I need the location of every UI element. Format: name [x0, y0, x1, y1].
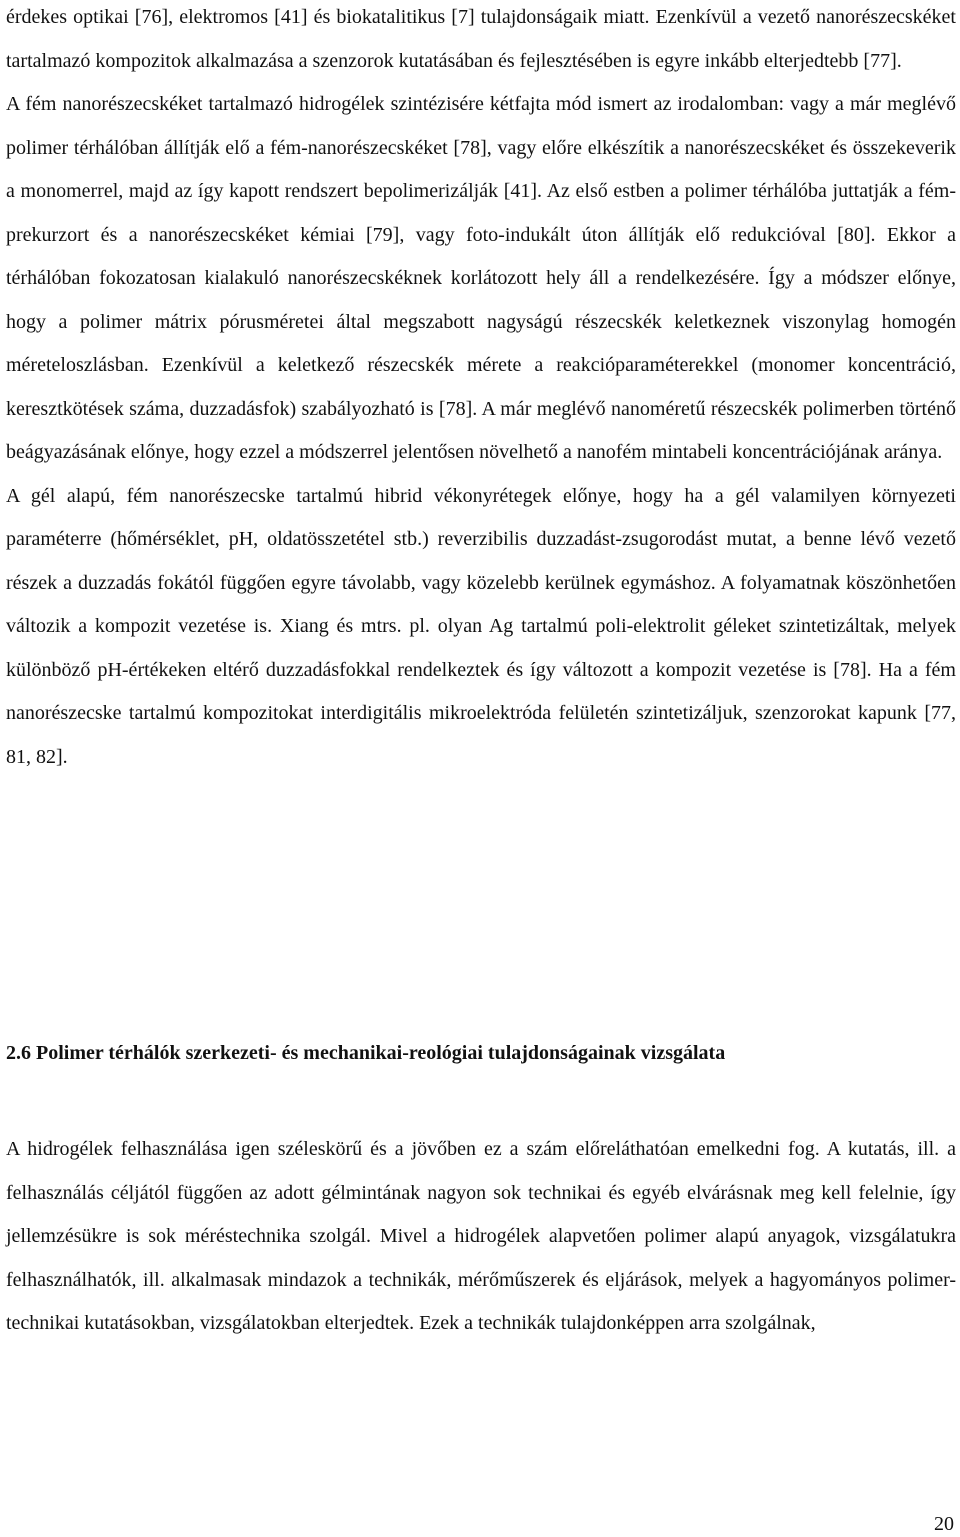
section-heading: 2.6 Polimer térhálók szerkezeti- és mechanikai-reológiai tulajdonságainak vizsgálata [6, 1042, 726, 1064]
paragraph-gel-thin-films: A gél alapú, fém nanorészecske tartalmú hibrid vékonyrétegek előnye, hogy ha a gél valamilyen környezeti paraméterre (hőmérséklet, pH, oldatösszetétel stb.) reverzibilis duzzadást-zsugorodást mutat, a benne lévő vezető részek a duzzadás fokától függően egyre távolabb, vagy közelebb kerülnek egymáshoz. A folyamatnak köszönhetően változik a kompozit vezetése is. Xiang és mtrs. pl. olyan Ag tartalmú poli-elektrolit géleket szintetizáltak, melyek különböző pH-értékeken eltérő duzzadásfokkal rendelkeztek és így változott a kompozit vezetése is [78]. Ha a fém nanorészecske tartalmú kompozitokat interdigitális mikroelektróda felületén szintetizáljuk, szenzorokat kapunk [77, 81, 82]. [6, 484, 956, 768]
page-number: 20 [934, 1513, 954, 1535]
paragraph-synthesis-methods: A fém nanorészecskéket tartalmazó hidrogélek szintézisére kétfajta mód ismert az irodalomban: vagy a már meglévő polimer térhálóban állítják elő a fém-nanorészecskéket [78], vagy előre elkészítik a nanorészecskéket és összekeverik a monomerrel, majd az így kapott rendszert bepolimerizálják [41]. Az első estben a polimer térhálóba juttatják a fém-prekurzort és a nanorészecskéket kémiai [79], vagy foto-indukált úton állítják elő redukcióval [80]. Ekkor a térhálóban fokozatosan kialakuló nanorészecskéknek korlátozott hely áll a rendelkezésére. Így a módszer előnye, hogy a polimer mátrix pórusméretei által megszabott nagyságú részecskék keletkeznek viszonylag homogén méreteloszlásban. Ezenkívül a keletkező részecskék mérete a reakcióparaméterekkel (monomer koncentráció, keresztkötések száma, duzzadásfok) szabályozható is [78]. A már meglévő nanoméretű részecskék polimerben történő beágyazásának előnye, hogy ezzel a módszerrel jelentősen növelhető a nanofém mintabeli koncentrációjának aránya. [6, 93, 956, 463]
paragraph-hydrogel-characterization: A hidrogélek felhasználása igen széleskörű és a jövőben ez a szám előreláthatóan emelkedni fog. A kutatás, ill. a felhasználás céljától függően az adott gélmintának nagyon sok technikai és egyéb elvárásnak meg kell felelnie, így jellemzésükre is sok méréstechnika szolgál. Mivel a hidrogélek alapvetően polimer alapú anyagok, vizsgálatukra felhasználhatók, ill. alkalmasak mindazok a technikák, mérőműszerek és eljárások, melyek a hagyományos polimer- technikai kutatásokban, vizsgálatokban elterjedtek. Ezek a technikák tulajdonképpen arra szolgálnak, [6, 1138, 956, 1334]
document-page [6, 0, 956, 1334]
paragraph-intro-continuation: érdekes optikai [76], elektromos [41] és biokatalitikus [7] tulajdonságaik miatt. Ezenkívül a vezető nanorészecskéket tartalmazó kompozitok alkalmazása a szenzorok kutatásában és fejlesztésében is egyre inkább elterjedtebb [77]. [6, 6, 956, 72]
